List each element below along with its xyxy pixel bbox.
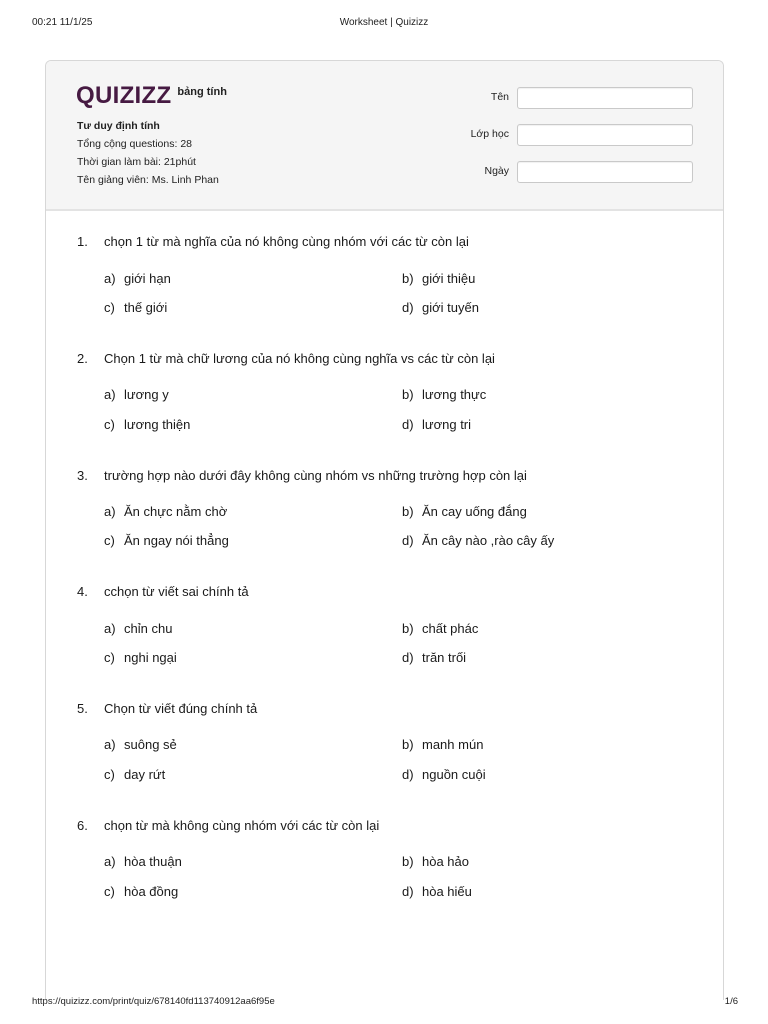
option-text: nghi ngại — [124, 650, 177, 665]
question-number: 3. — [77, 468, 88, 483]
option-a — [104, 737, 177, 753]
class-label: Lớp học — [470, 128, 509, 140]
option-text: Ăn chực nằm chờ — [124, 504, 228, 519]
option-text: day rứt — [124, 767, 166, 782]
question — [77, 468, 697, 548]
option-text: Ăn cây nào ,rào cây ấy — [422, 533, 555, 548]
question-number: 6. — [77, 818, 88, 833]
date-input[interactable] — [517, 161, 693, 183]
option-letter: b) — [402, 621, 414, 636]
option-text: giới tuyến — [422, 300, 479, 315]
option-letter: a) — [104, 271, 116, 286]
option-b — [402, 621, 478, 637]
question — [77, 351, 697, 432]
option-letter: a) — [104, 854, 116, 869]
name-input[interactable] — [517, 87, 693, 109]
option-d — [402, 884, 472, 900]
option-c — [104, 300, 167, 316]
option-text: giới hạn — [124, 271, 171, 286]
question — [77, 584, 697, 665]
total-questions: Tổng cộng questions: 28 — [77, 138, 192, 150]
option-letter: b) — [402, 271, 414, 286]
name-label: Tên — [490, 91, 509, 103]
quizizz-logo: QUIZIZZ — [76, 82, 172, 109]
option-letter: a) — [104, 737, 116, 752]
question — [77, 701, 697, 782]
question-stem — [77, 351, 697, 367]
question-stem — [77, 584, 697, 600]
option-c — [104, 884, 178, 900]
print-footer — [32, 996, 738, 1008]
option-text: hòa hảo — [422, 854, 469, 869]
option-b — [402, 854, 469, 870]
worksheet-title: Tư duy định tính — [77, 120, 160, 132]
question-text: Chọn 1 từ mà chữ lương của nó không cùng nghĩa vs các từ còn lại — [104, 351, 495, 366]
option-text: trăn trối — [422, 650, 467, 665]
question-text: cchọn từ viết sai chính tả — [104, 584, 249, 599]
option-letter: c) — [104, 767, 115, 782]
page-number: 1/6 — [724, 996, 738, 1007]
option-text: lương tri — [422, 417, 472, 432]
question-stem — [77, 818, 697, 834]
option-text: Ăn ngay nói thẳng — [124, 533, 229, 548]
option-a — [104, 854, 182, 870]
option-text: thế giới — [124, 300, 168, 315]
question-number: 1. — [77, 234, 88, 249]
option-a — [104, 271, 171, 287]
option-c — [104, 767, 165, 783]
brand — [76, 80, 227, 108]
option-letter: d) — [402, 884, 414, 899]
option-text: giới thiệu — [422, 271, 476, 286]
option-letter: b) — [402, 854, 414, 869]
option-text: hòa thuận — [124, 854, 182, 869]
question-number: 5. — [77, 701, 88, 716]
option-letter: b) — [402, 737, 414, 752]
option-letter: c) — [104, 650, 115, 665]
option-letter: d) — [402, 300, 414, 315]
option-letter: a) — [104, 504, 116, 519]
option-text: suông sẻ — [124, 737, 177, 752]
question-text: chọn từ mà không cùng nhóm với các từ còn lại — [104, 818, 380, 833]
option-b — [402, 387, 486, 403]
date-label: Ngày — [484, 165, 509, 177]
option-b — [402, 504, 527, 520]
option-a — [104, 504, 227, 520]
option-c — [104, 533, 229, 549]
option-letter: d) — [402, 767, 414, 782]
option-text: Ăn cay uống đắng — [422, 504, 527, 519]
option-letter: c) — [104, 300, 115, 315]
option-c — [104, 650, 177, 666]
option-text: lương thiện — [124, 417, 191, 432]
question — [77, 818, 697, 899]
time-limit: Thời gian làm bài: 21phút — [77, 156, 196, 168]
option-text: chỉn chu — [124, 621, 173, 636]
option-d — [402, 533, 554, 549]
worksheet — [45, 60, 724, 1000]
option-letter: d) — [402, 650, 414, 665]
option-letter: c) — [104, 533, 115, 548]
class-input[interactable] — [517, 124, 693, 146]
option-letter: b) — [402, 504, 414, 519]
option-text: hòa đồng — [124, 884, 179, 899]
question-number: 4. — [77, 584, 88, 599]
option-d — [402, 650, 466, 666]
question-stem — [77, 468, 697, 484]
worksheet-info-panel — [46, 61, 723, 211]
option-text: chất phác — [422, 621, 479, 636]
option-text: hòa hiếu — [422, 884, 472, 899]
question-text: trường hợp nào dưới đây không cùng nhóm vs những trường hợp còn lại — [104, 468, 527, 483]
question-stem — [77, 701, 697, 717]
print-page-title: Worksheet | Quizizz — [339, 17, 429, 28]
option-letter: a) — [104, 387, 116, 402]
print-datetime: 00:21 11/1/25 — [32, 17, 93, 28]
option-text: lương thực — [422, 387, 487, 402]
option-letter: b) — [402, 387, 414, 402]
option-text: lương y — [124, 387, 169, 402]
question-stem — [77, 234, 697, 250]
option-letter: c) — [104, 884, 115, 899]
option-d — [402, 767, 486, 783]
question-text: Chọn từ viết đúng chính tả — [104, 701, 258, 716]
option-a — [104, 387, 169, 403]
option-a — [104, 621, 172, 637]
option-d — [402, 417, 471, 433]
option-letter: d) — [402, 417, 414, 432]
teacher-name: Tên giảng viên: Ms. Linh Phan — [77, 174, 219, 186]
print-url: https://quizizz.com/print/quiz/678140fd113740912aa6f95e — [32, 996, 275, 1007]
question-text: chọn 1 từ mà nghĩa của nó không cùng nhóm với các từ còn lại — [104, 234, 469, 249]
option-letter: d) — [402, 533, 414, 548]
option-letter: c) — [104, 417, 115, 432]
print-header — [32, 17, 736, 31]
option-text: nguồn cuội — [422, 767, 486, 782]
option-d — [402, 300, 479, 316]
question — [77, 234, 697, 315]
option-b — [402, 737, 483, 753]
question-number: 2. — [77, 351, 88, 366]
logo-subtitle: bảng tính — [177, 86, 227, 98]
option-b — [402, 271, 475, 287]
option-text: manh mún — [422, 737, 484, 752]
option-letter: a) — [104, 621, 116, 636]
option-c — [104, 417, 190, 433]
